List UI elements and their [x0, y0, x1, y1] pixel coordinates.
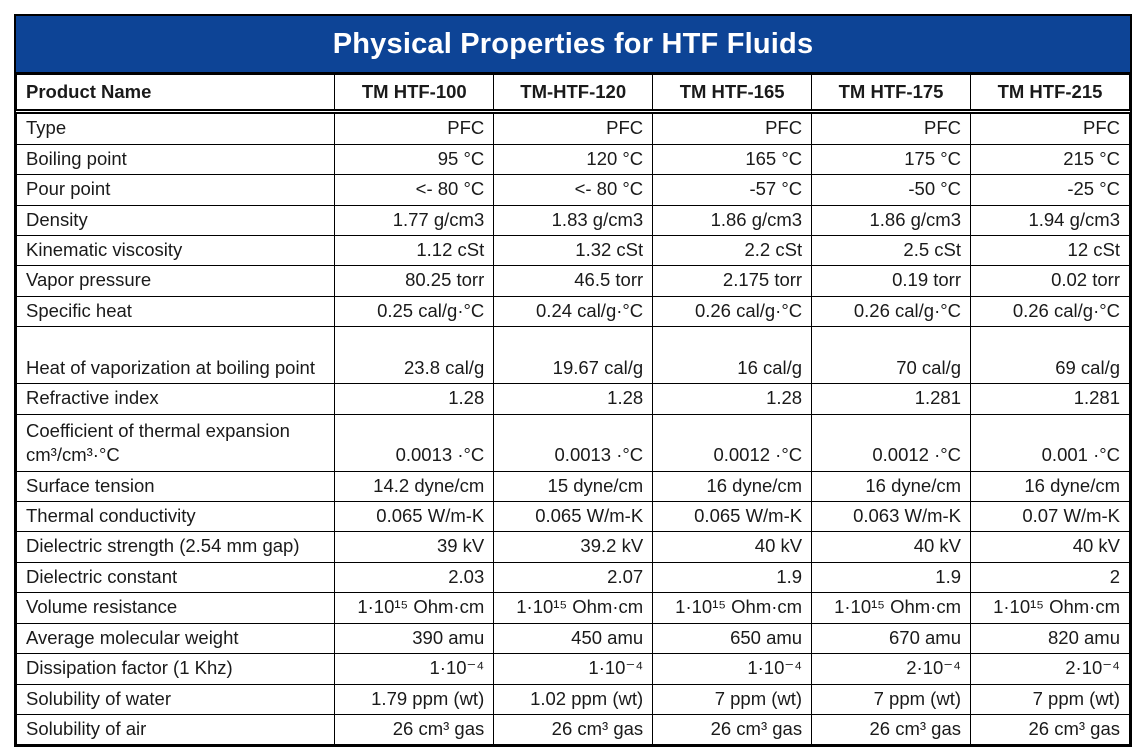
value-cell: 650 amu: [653, 623, 812, 653]
table-title-bar: [16, 16, 1130, 74]
value-cell: 1.28: [494, 384, 653, 414]
value-cell: 1.28: [653, 384, 812, 414]
table-body: [17, 112, 1130, 745]
value-cell: 120 °C: [494, 144, 653, 174]
value-cell: 1·10¹⁵ Ohm·cm: [812, 593, 971, 623]
value-cell: 215 °C: [971, 144, 1130, 174]
table-row-solubility-air: [17, 714, 1130, 744]
value-cell: 14.2 dyne/cm: [335, 471, 494, 501]
table-row-thermal-expansion: [17, 414, 1130, 471]
value-cell: 1·10¹⁵ Ohm·cm: [971, 593, 1130, 623]
table-header: [17, 75, 1130, 112]
row-label: Dissipation factor (1 Khz): [17, 654, 335, 684]
value-cell: 1.86 g/cm3: [653, 205, 812, 235]
column-header-htf-165: TM HTF-165: [653, 75, 812, 112]
row-label: Density: [17, 205, 335, 235]
value-cell: 0.02 torr: [971, 266, 1130, 296]
value-cell: 0.19 torr: [812, 266, 971, 296]
column-header-product-name: Product Name: [17, 75, 335, 112]
row-label: Heat of vaporization at boiling point: [17, 327, 335, 384]
value-cell: 0.0012 ·°C: [812, 414, 971, 471]
value-cell: PFC: [812, 112, 971, 144]
properties-table: [16, 74, 1130, 745]
row-label: Volume resistance: [17, 593, 335, 623]
value-cell: 16 dyne/cm: [653, 471, 812, 501]
column-header-htf-100: TM HTF-100: [335, 75, 494, 112]
value-cell: 0.063 W/m-K: [812, 502, 971, 532]
value-cell: 40 kV: [971, 532, 1130, 562]
row-label: Solubility of water: [17, 684, 335, 714]
value-cell: 2.03: [335, 562, 494, 592]
value-cell: 390 amu: [335, 623, 494, 653]
value-cell: 0.065 W/m-K: [335, 502, 494, 532]
header-row: [17, 75, 1130, 112]
table-row-type: [17, 112, 1130, 144]
value-cell: 40 kV: [812, 532, 971, 562]
value-cell: 69 cal/g: [971, 327, 1130, 384]
value-cell: 16 dyne/cm: [812, 471, 971, 501]
value-cell: 26 cm³ gas: [494, 714, 653, 744]
value-cell: 1.9: [812, 562, 971, 592]
value-cell: 46.5 torr: [494, 266, 653, 296]
value-cell: 40 kV: [653, 532, 812, 562]
value-cell: -25 °C: [971, 175, 1130, 205]
table-row-vapor-pressure: [17, 266, 1130, 296]
table-row-volume-resistance: [17, 593, 1130, 623]
value-cell: 0.26 cal/g·°C: [812, 296, 971, 326]
value-cell: PFC: [653, 112, 812, 144]
value-cell: 2.175 torr: [653, 266, 812, 296]
table-row-boiling-point: [17, 144, 1130, 174]
value-cell: 1·10⁻⁴: [653, 654, 812, 684]
row-label: Dielectric strength (2.54 mm gap): [17, 532, 335, 562]
value-cell: 0.07 W/m-K: [971, 502, 1130, 532]
value-cell: 0.0013 ·°C: [494, 414, 653, 471]
value-cell: 1.02 ppm (wt): [494, 684, 653, 714]
value-cell: 670 amu: [812, 623, 971, 653]
value-cell: 0.065 W/m-K: [653, 502, 812, 532]
value-cell: 2·10⁻⁴: [812, 654, 971, 684]
value-cell: 80.25 torr: [335, 266, 494, 296]
value-cell: PFC: [335, 112, 494, 144]
value-cell: 2: [971, 562, 1130, 592]
value-cell: 23.8 cal/g: [335, 327, 494, 384]
row-label: Vapor pressure: [17, 266, 335, 296]
table-row-thermal-conductivity: [17, 502, 1130, 532]
value-cell: 0.001 ·°C: [971, 414, 1130, 471]
value-cell: 7 ppm (wt): [653, 684, 812, 714]
value-cell: 0.065 W/m-K: [494, 502, 653, 532]
table-row-heat-of-vaporization: [17, 327, 1130, 384]
table-row-pour-point: [17, 175, 1130, 205]
value-cell: 26 cm³ gas: [971, 714, 1130, 744]
value-cell: 0.24 cal/g·°C: [494, 296, 653, 326]
column-header-htf-175: TM HTF-175: [812, 75, 971, 112]
value-cell: 1.28: [335, 384, 494, 414]
value-cell: 16 dyne/cm: [971, 471, 1130, 501]
value-cell: 1.79 ppm (wt): [335, 684, 494, 714]
row-label: Dielectric constant: [17, 562, 335, 592]
row-label: Refractive index: [17, 384, 335, 414]
value-cell: 0.0012 ·°C: [653, 414, 812, 471]
value-cell: 0.25 cal/g·°C: [335, 296, 494, 326]
value-cell: 1.86 g/cm3: [812, 205, 971, 235]
value-cell: -57 °C: [653, 175, 812, 205]
value-cell: PFC: [971, 112, 1130, 144]
value-cell: 12 cSt: [971, 236, 1130, 266]
value-cell: PFC: [494, 112, 653, 144]
value-cell: 1.281: [812, 384, 971, 414]
value-cell: 1·10⁻⁴: [335, 654, 494, 684]
value-cell: 0.26 cal/g·°C: [971, 296, 1130, 326]
value-cell: 39 kV: [335, 532, 494, 562]
value-cell: -50 °C: [812, 175, 971, 205]
table-row-dielectric-strength: [17, 532, 1130, 562]
properties-table-frame: [14, 14, 1132, 747]
value-cell: 15 dyne/cm: [494, 471, 653, 501]
value-cell: 1.281: [971, 384, 1130, 414]
value-cell: 1.94 g/cm3: [971, 205, 1130, 235]
value-cell: 0.26 cal/g·°C: [653, 296, 812, 326]
value-cell: 0.0013 ·°C: [335, 414, 494, 471]
value-cell: 1.9: [653, 562, 812, 592]
value-cell: 26 cm³ gas: [335, 714, 494, 744]
table-row-refractive-index: [17, 384, 1130, 414]
table-row-density: [17, 205, 1130, 235]
value-cell: <- 80 °C: [494, 175, 653, 205]
value-cell: 7 ppm (wt): [812, 684, 971, 714]
value-cell: 39.2 kV: [494, 532, 653, 562]
value-cell: 2.5 cSt: [812, 236, 971, 266]
row-label: Kinematic viscosity: [17, 236, 335, 266]
value-cell: 26 cm³ gas: [653, 714, 812, 744]
value-cell: 2·10⁻⁴: [971, 654, 1130, 684]
row-label: Solubility of air: [17, 714, 335, 744]
column-header-htf-120: TM-HTF-120: [494, 75, 653, 112]
row-label: Average molecular weight: [17, 623, 335, 653]
row-label: Coefficient of thermal expansion cm³/cm³·°C: [17, 414, 335, 471]
value-cell: 1·10¹⁵ Ohm·cm: [335, 593, 494, 623]
value-cell: 450 amu: [494, 623, 653, 653]
table-row-surface-tension: [17, 471, 1130, 501]
value-cell: 1.32 cSt: [494, 236, 653, 266]
value-cell: 70 cal/g: [812, 327, 971, 384]
value-cell: 1.77 g/cm3: [335, 205, 494, 235]
value-cell: <- 80 °C: [335, 175, 494, 205]
value-cell: 165 °C: [653, 144, 812, 174]
value-cell: 19.67 cal/g: [494, 327, 653, 384]
table-row-dissipation-factor: [17, 654, 1130, 684]
value-cell: 175 °C: [812, 144, 971, 174]
table-row-kinematic-viscosity: [17, 236, 1130, 266]
row-label: Surface tension: [17, 471, 335, 501]
value-cell: 16 cal/g: [653, 327, 812, 384]
table-row-molecular-weight: [17, 623, 1130, 653]
value-cell: 2.07: [494, 562, 653, 592]
value-cell: 1·10¹⁵ Ohm·cm: [653, 593, 812, 623]
table-row-solubility-water: [17, 684, 1130, 714]
page-title: Physical Properties for HTF Fluids: [332, 27, 814, 60]
row-label: Pour point: [17, 175, 335, 205]
value-cell: 95 °C: [335, 144, 494, 174]
value-cell: 820 amu: [971, 623, 1130, 653]
value-cell: 7 ppm (wt): [971, 684, 1130, 714]
value-cell: 2.2 cSt: [653, 236, 812, 266]
value-cell: 1.12 cSt: [335, 236, 494, 266]
table-row-dielectric-constant: [17, 562, 1130, 592]
row-label: Specific heat: [17, 296, 335, 326]
value-cell: 1·10⁻⁴: [494, 654, 653, 684]
row-label: Type: [17, 112, 335, 144]
row-label: Thermal conductivity: [17, 502, 335, 532]
column-header-htf-215: TM HTF-215: [971, 75, 1130, 112]
value-cell: 26 cm³ gas: [812, 714, 971, 744]
table-row-specific-heat: [17, 296, 1130, 326]
row-label: Boiling point: [17, 144, 335, 174]
value-cell: 1·10¹⁵ Ohm·cm: [494, 593, 653, 623]
value-cell: 1.83 g/cm3: [494, 205, 653, 235]
